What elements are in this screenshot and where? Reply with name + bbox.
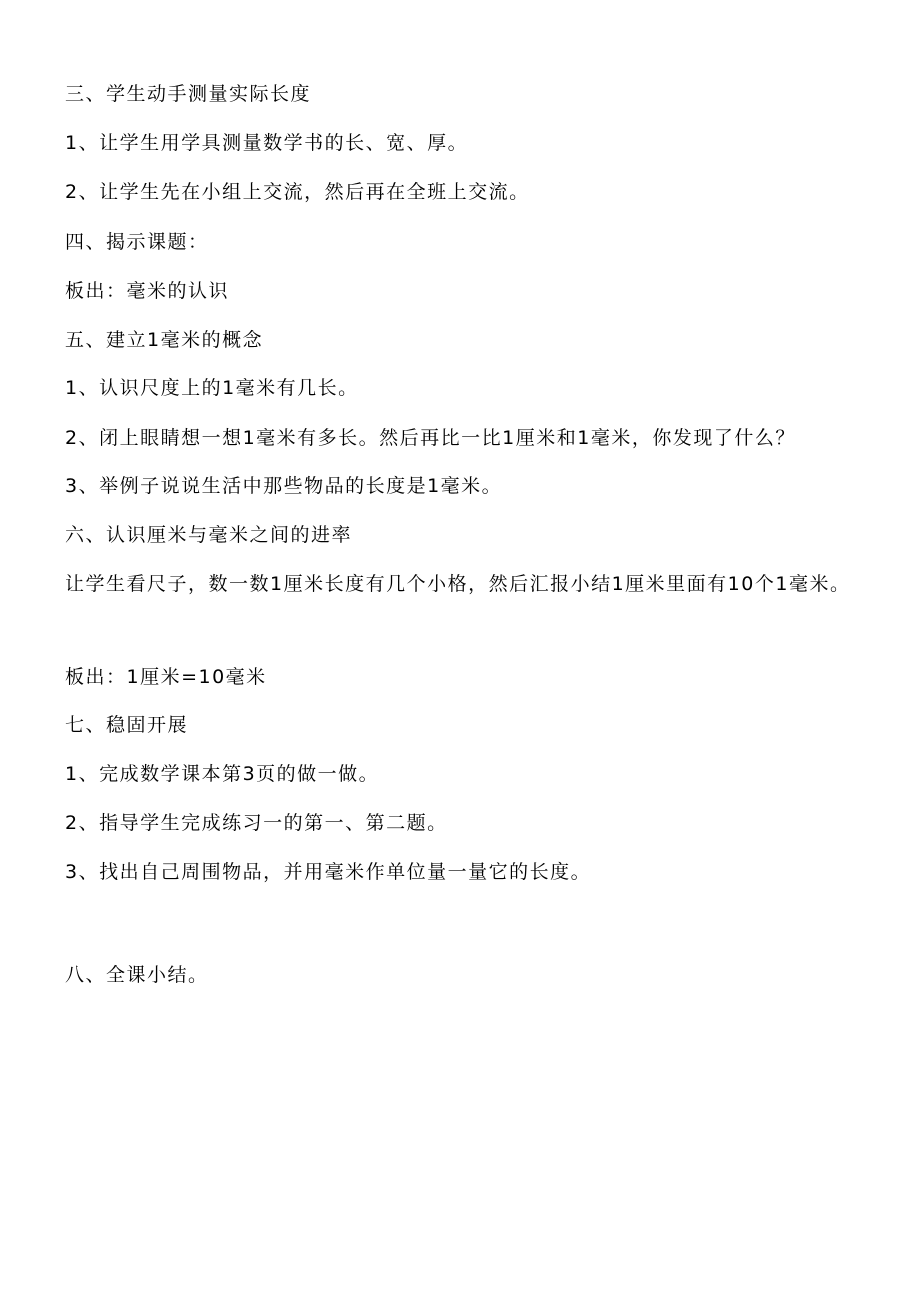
section-8-heading: 八、全课小结。 [65,964,209,986]
section-6-heading: 六、认识厘米与毫米之间的进率 [65,524,353,546]
section-5-item-3: 3、举例子说说生活中那些物品的长度是1毫米。 [65,475,503,497]
section-7-item-2: 2、指导学生完成练习一的第一、第二题。 [65,812,448,834]
section-4-heading: 四、揭示课题： [65,231,209,253]
section-5-heading: 五、建立1毫米的概念 [65,329,264,351]
section-7-item-1: 1、完成数学课本第3页的做一做。 [65,763,380,785]
section-7-item-3: 3、找出自己周围物品，并用毫米作单位量一量它的长度。 [65,861,592,883]
section-3-item-2: 2、让学生先在小组上交流，然后再在全班上交流。 [65,181,530,203]
section-3-heading: 三、学生动手测量实际长度 [65,83,312,105]
section-5-item-2: 2、闭上眼睛想一想1毫米有多长。然后再比一比1厘米和1毫米，你发现了什么？ [65,427,796,449]
section-6-board-note: 板出：1厘米=10毫米 [65,666,267,688]
section-6-paragraph: 让学生看尺子，数一数1厘米长度有几个小格，然后汇报小结1厘米里面有10个1毫米。 [65,573,851,595]
section-7-heading: 七、稳固开展 [65,714,189,736]
section-5-item-1: 1、认识尺度上的1毫米有几长。 [65,377,359,399]
section-3-item-1: 1、让学生用学具测量数学书的长、宽、厚。 [65,132,469,154]
section-4-board-note: 板出：毫米的认识 [65,280,230,302]
